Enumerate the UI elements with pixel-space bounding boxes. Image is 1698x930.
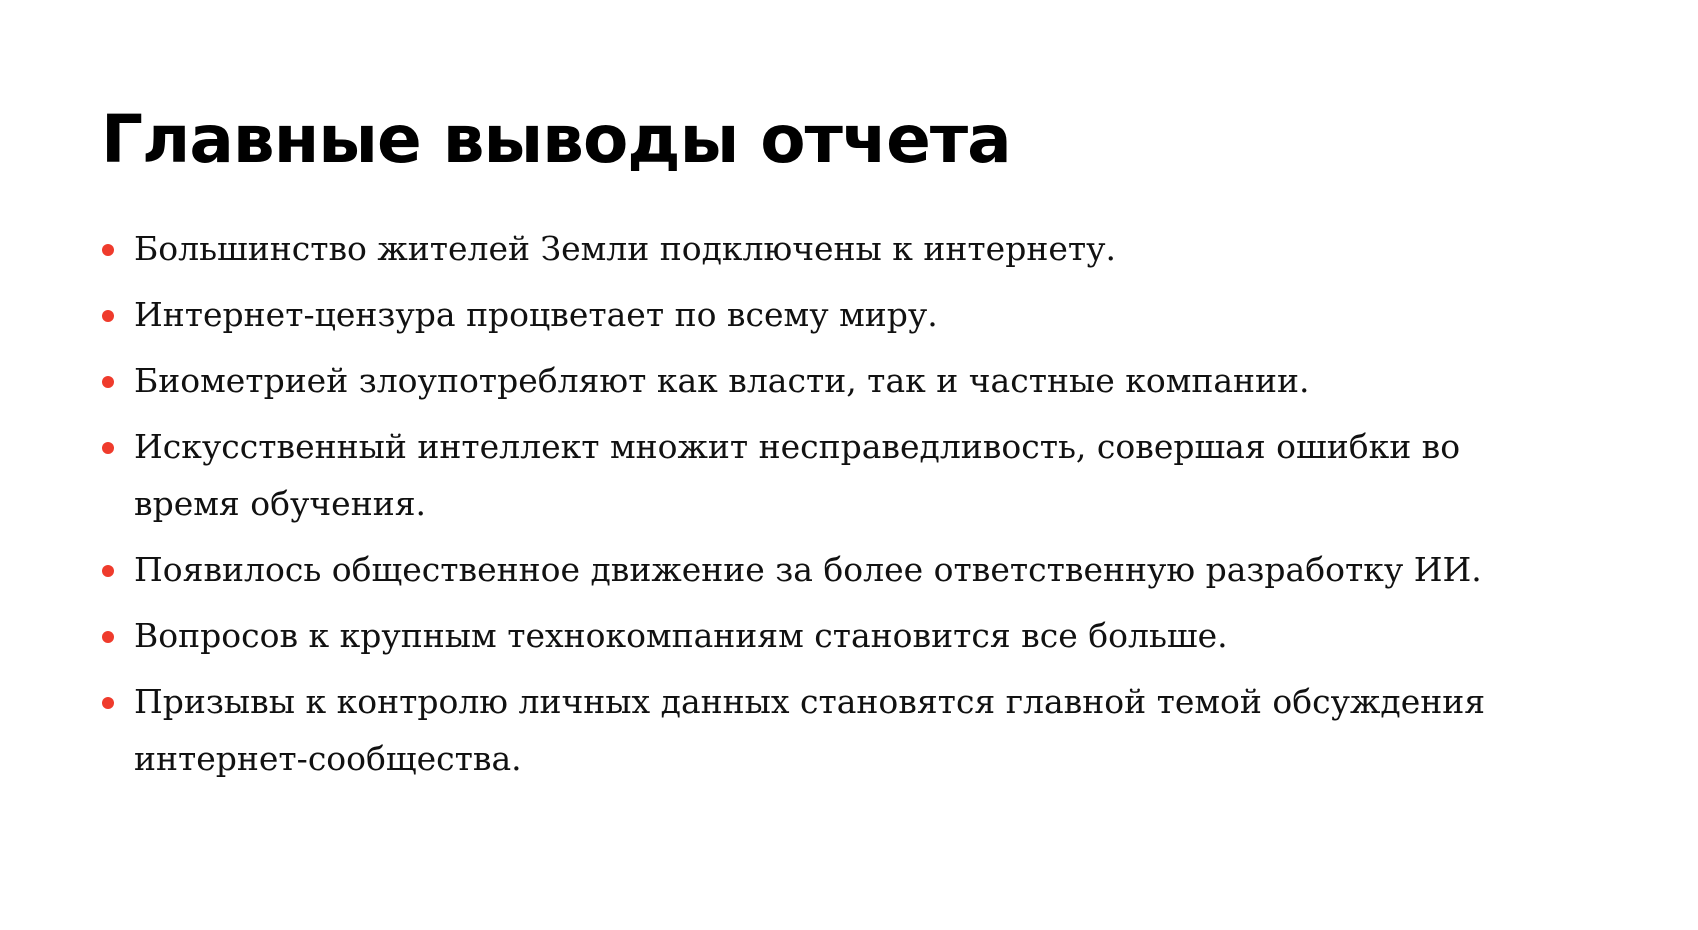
list-item (101, 541, 1561, 598)
list-item (101, 220, 1561, 277)
list-item-text: Большинство жителей Земли подключены к интернету. (134, 229, 1117, 268)
list-item-text: Биометрией злоупотребляют как власти, так и частные компании. (134, 361, 1310, 400)
key-findings-list (101, 220, 1561, 796)
bullet-dot-icon (102, 565, 114, 577)
list-item (101, 286, 1561, 343)
bullet-dot-icon (102, 310, 114, 322)
list-item (101, 352, 1561, 409)
list-item (101, 418, 1561, 532)
bullet-dot-icon (102, 697, 114, 709)
list-item-text: Появилось общественное движение за более ответственную разработку ИИ. (134, 550, 1482, 589)
list-item-text: Искусственный интеллект множит несправедливость, совершая ошибки во время обучения. (134, 427, 1461, 523)
bullet-dot-icon (102, 442, 114, 454)
list-item-text: Призывы к контролю личных данных становятся главной темой обсуждения интернет-сообщества. (134, 682, 1486, 778)
list-item-text: Интернет-цензура процветает по всему миру. (134, 295, 938, 334)
bullet-dot-icon (102, 631, 114, 643)
slide-title: Главные выводы отчета (101, 101, 1011, 178)
bullet-dot-icon (102, 244, 114, 256)
list-item (101, 673, 1561, 787)
list-item-text: Вопросов к крупным технокомпаниям становится все больше. (134, 616, 1228, 655)
list-item (101, 607, 1561, 664)
bullet-dot-icon (102, 376, 114, 388)
